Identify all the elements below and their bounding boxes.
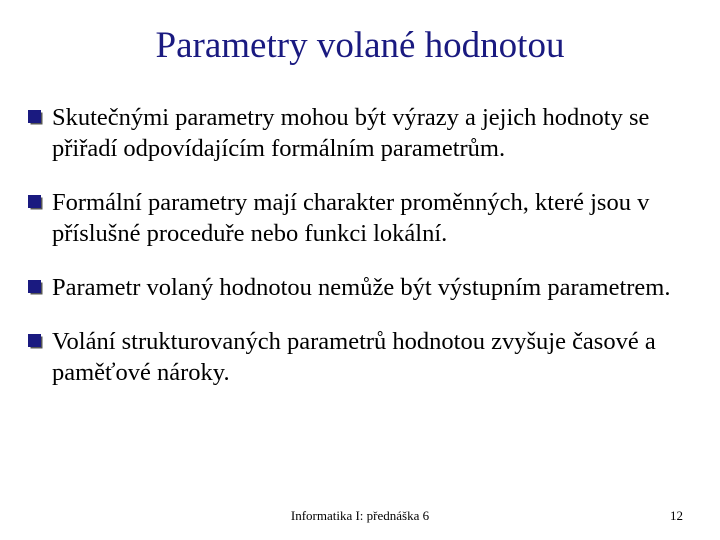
bullet-item (28, 272, 708, 303)
shadowed-square-bullet-icon (28, 280, 43, 295)
shadowed-square-bullet-icon (28, 195, 43, 210)
shadowed-square-bullet-icon (28, 334, 43, 349)
bullet-list (28, 102, 708, 411)
bullet-item (28, 326, 708, 388)
page-number: 12 (670, 508, 683, 523)
bullet-text: Parametr volaný hodnotou nemůže být výstupním parametrem. (52, 274, 671, 301)
shadowed-square-bullet-icon (28, 110, 43, 125)
bullet-text: Volání strukturovaných parametrů hodnotou zvyšuje časové a paměťové nároky. (52, 328, 656, 386)
bullet-item (28, 102, 708, 164)
slide-title: Parametry volané hodnotou (155, 25, 565, 66)
bullet-text: Skutečnými parametry mohou být výrazy a jejich hodnoty se přiřadí odpovídajícím formálním parametrům. (52, 104, 650, 162)
bullet-item (28, 187, 708, 249)
footer-lecture-title: Informatika I: přednáška 6 (290, 508, 430, 523)
bullet-text: Formální parametry mají charakter proměnných, které jsou v příslušné proceduře nebo funkci lokální. (52, 189, 650, 247)
